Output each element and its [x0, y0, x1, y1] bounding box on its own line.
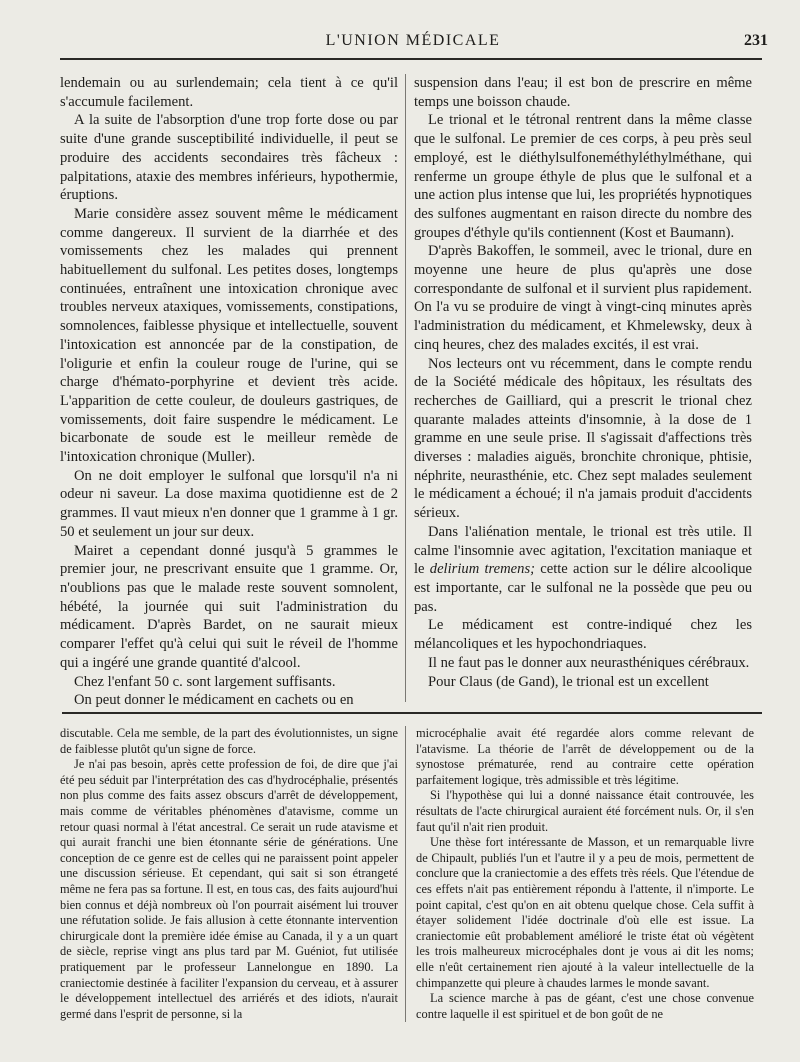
paragraph: discutable. Cela me semble, de la part des évolutionnistes, un signe de faiblesse plutôt qu'un signe de force.: [60, 726, 398, 756]
paragraph: [414, 523, 752, 617]
paragraph: Pour Claus (de Gand), le trional est un excellent: [428, 673, 709, 690]
page-header: [58, 30, 768, 56]
paragraph: A la suite de l'absorption d'une trop forte dose ou par suite d'une grande susceptibilité individuelle, il peut se produire des accidents secondaires très fâcheux : palpitations, ataxie des membres inférieurs, hypothermie, éruptions.: [60, 112, 398, 204]
paragraph: Chez l'enfant 50 c. sont largement suffisants.: [74, 673, 336, 690]
page-number: 231: [744, 32, 768, 49]
header-rule: [60, 58, 762, 60]
paragraph: On peut donner le médicament en cachets ou en: [74, 692, 354, 709]
paragraph: Nos lecteurs ont vu récemment, dans le compte rendu de la Société médicale des hôpitaux, les résultats des recherches de Gailliard, qui a prescrit le trional chez quarante malades atteints d'insomnie, à la dose de 1 gramme en une seule prise. Il s'agissait d'affections très diverses : maladies aiguës, bronchite chronique, phtisie, néphrite, neurasthénie, etc. Chez sept malades seulement le médicament a échoué; il n'a jamais produit d'accidents sérieux.: [414, 355, 752, 522]
paragraph: La science marche à pas de géant, c'est une chose convenue contre laquelle il est spirituel et de bon goût de ne: [416, 991, 754, 1021]
italic-term: delirium tremens;: [429, 561, 535, 578]
paragraph: Une thèse fort intéressante de Masson, et un remarquable livre de Chipault, publiés l'un et l'autre il y a peu de mois, permettent de conclure que la craniectomie a des effets très réels. Que l'étendue de ces effets n'ait pas entièrement répondu à l'attente, il n'importe. Le point capital, c'est qu'on en ait obtenu quelque chose. Cela suffit à étayer solidement l'idée doctrinale d'où elle est issue. La craniectomie eût probablement amélioré le triste état où végètent les trois malheureux microcéphales dont je vous ai dit les noms; elle n'eût certainement rien ajouté à la valeur intellectuelle de la chimpanzette qui pleure à chaudes larmes le monde savant.: [416, 835, 754, 990]
paragraph: D'après Bakoffen, le sommeil, avec le trional, dure en moyenne une heure de plus qu'après une dose correspondante de sulfonal et il survient plus rapidement. On l'a vu se produire de vingt à vingt-cinq minutes après l'administration du médicament, et Khmelewsky, deux à cinq heures, chez des malades excités, il est vrai.: [414, 243, 752, 353]
text-run: cette action sur le délire alcoolique est importante, car le sulfonal ne la possède que peu ou pas.: [414, 561, 752, 615]
running-title: L'UNION MÉDICALE: [325, 32, 501, 49]
main-column-right: [414, 74, 752, 691]
feuilleton-rule: [62, 712, 762, 714]
text-run: Dans l'aliénation mentale, le trional est très utile. Il calme l'insomnie avec agitation, l'excitation maniaque et le: [414, 523, 752, 578]
paragraph: Marie considère assez souvent même le médicament comme dangereux. Il survient de la diarrhée et des vomissements chez les malades qui prennent habituellement du sulfonal. Les petites doses, longtemps continuées, entraînent une intoxication chronique avec troubles nerveux ataxiques, vomissements, constipations, somnolences, faiblesse physique et intellectuelle, souvent l'intoxication est annoncée par de la constipation, de l'oligurie et enfin la couleur rouge de l'urine, qui se charge d'hémato-porphyrine et devient très acide. L'apparition de cette couleur, de douleurs gastriques, de vomissements, doit faire suspendre le médicament. Le bicarbonate de soude est le meilleur remède de l'intoxication chronique (Muller).: [60, 205, 398, 466]
paragraph: Mairet a cependant donné jusqu'à 5 grammes le premier jour, ne prescrivant ensuite que 1 gramme. Or, n'oublions pas que le malade reste souvent somnolent, hébété, la journée qui suit l'administration du médicament. D'après Bardet, on ne saurait mieux comparer l'effet qu'à celui qui suit le réveil de l'homme qui a ingéré une grande quantité d'alcool.: [60, 542, 398, 671]
paragraph: Il ne faut pas le donner aux neurasthéniques cérébraux.: [428, 654, 750, 671]
column-divider: [405, 74, 406, 702]
feuilleton-column-left: [60, 726, 398, 1022]
paragraph: Si l'hypothèse qui lui a donné naissance était controuvée, les résultats de l'acte chirurgical auraient été forcément nuls. Or, il s'en faut qu'il n'ait rien produit.: [416, 788, 754, 834]
paragraph: lendemain ou au surlendemain; cela tient à ce qu'il s'accumule facilement.: [60, 75, 398, 110]
paragraph: On ne doit employer le sulfonal que lorsqu'il n'a ni odeur ni saveur. La dose maxima quotidienne est de 2 grammes. Il vaut mieux n'en donner que 1 gramme à 1 gr. 50 et seulement un jour sur deux.: [60, 467, 398, 540]
feuilleton-column-right: [416, 726, 754, 1022]
main-column-left: [60, 74, 398, 710]
paragraph: Le trional et le tétronal rentrent dans la même classe que le sulfonal. Le premier de ces corps, à peu près seul employé, est le diéthylsulfoneméthyléthylméthane, qui renferme un groupe éthyle de plus que le sulfonal et a une action plus intense que lui, les propriétés hypnotiques des sulfones augmentant en raison directe du nombre des groupes d'éthyle qu'ils contiennent (Kost et Baumann).: [414, 112, 752, 241]
column-divider: [405, 726, 406, 1022]
paragraph: Le médicament est contre-indiqué chez les mélancoliques et les hypochondriaques.: [414, 617, 752, 653]
paragraph: suspension dans l'eau; il est bon de prescrire en même temps une boisson chaude.: [414, 75, 752, 110]
paragraph: Je n'ai pas besoin, après cette profession de foi, de dire que j'ai été peu séduit par l'interprétation des cas d'hydrocéphalie, présentés non plus comme des faits assez obscurs d'arrêt de développement, mais comme de véritables phénomènes d'atavisme, comme un retour quasi normal à l'état ancestral. Ce serait un rude atavisme et qui aurait franchi une bien étonnante série de générations. Une conception de ce genre est de celles qui ne paraissent point appeler une discussion sérieuse. Et cependant, qui sait si son étrangeté même ne fera pas sa fortune. Il est, en tous cas, des faits aujourd'hui bien connus et déjà nombreux où l'on pourrait aisément lui trouver une réfutation solide. Je fais allusion à cette étonnante intervention chirurgicale dont la première idée émise au Canada, il y a un quart de siècle, reprise vingt ans plus tard par M. Guéniot, fut utilisée pratiquement par le professeur Lannelongue en 1890. La craniectomie destinée à faciliter l'expansion du cerveau, et à assurer le développement intellectuel des arriérés et des idiots, n'aurait germé dans l'esprit de personne, si la: [60, 757, 398, 1021]
paragraph: microcéphalie avait été regardée alors comme relevant de l'atavisme. La théorie de l'arrêt de développement ou de la synostose prématurée, rend au contraire cette opération parfaitement logique, très admissible et très légitime.: [416, 726, 754, 787]
